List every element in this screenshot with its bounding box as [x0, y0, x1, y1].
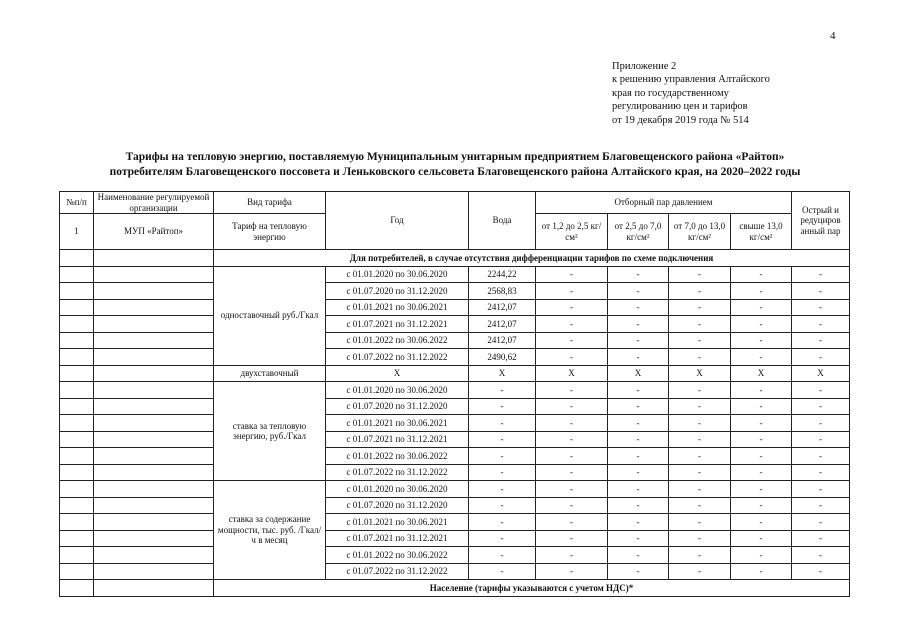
dash-cell: -: [792, 530, 850, 547]
row1-num: 1: [60, 214, 94, 250]
dash-cell: -: [608, 530, 669, 547]
empty-cell: [94, 514, 214, 531]
dash-cell: -: [536, 316, 608, 333]
dash-cell: -: [669, 332, 731, 349]
dash-cell: -: [731, 299, 792, 316]
dash-cell: -: [731, 316, 792, 333]
dash-cell: -: [669, 563, 731, 580]
empty-cell: [94, 563, 214, 580]
dash-cell: -: [792, 299, 850, 316]
dash-cell: -: [469, 398, 536, 415]
dash-cell: -: [608, 431, 669, 448]
header-voda: Вода: [469, 192, 536, 250]
empty-cell: [94, 448, 214, 465]
title-line: потребителям Благовещенского поссовета и Леньковского сельсовета Благовещенского района Алтайского края, на 2020–2022 годы: [109, 166, 801, 178]
dash-cell: -: [669, 547, 731, 564]
header-god: Год: [326, 192, 469, 250]
section-heading: Для потребителей, в случае отсутствия дифференциации тарифов по схеме подключения: [214, 250, 850, 267]
empty-cell: [94, 464, 214, 481]
period-cell: с 01.07.2020 по 31.12.2020: [326, 497, 469, 514]
period-cell: с 01.01.2021 по 30.06.2021: [326, 299, 469, 316]
dash-cell: -: [469, 563, 536, 580]
x-cell: X: [731, 365, 792, 382]
period-cell: с 01.01.2020 по 30.06.2020: [326, 481, 469, 498]
dash-cell: -: [792, 266, 850, 283]
period-cell: с 01.01.2020 по 30.06.2020: [326, 382, 469, 399]
dash-cell: -: [792, 332, 850, 349]
dash-cell: -: [792, 431, 850, 448]
dash-cell: -: [731, 431, 792, 448]
dash-cell: -: [792, 398, 850, 415]
dash-cell: -: [608, 415, 669, 432]
dash-cell: -: [731, 464, 792, 481]
empty-cell: [60, 448, 94, 465]
period-cell: с 01.07.2021 по 31.12.2021: [326, 530, 469, 547]
dash-cell: -: [792, 481, 850, 498]
dash-cell: -: [731, 266, 792, 283]
dash-cell: -: [608, 563, 669, 580]
empty-cell: [94, 283, 214, 300]
empty-cell: [94, 382, 214, 399]
water-value: 2490,62: [469, 349, 536, 366]
dash-cell: -: [731, 530, 792, 547]
dash-cell: -: [608, 299, 669, 316]
empty-cell: [60, 580, 94, 597]
dash-cell: -: [536, 332, 608, 349]
dash-cell: -: [669, 448, 731, 465]
appendix-line: края по государственному: [612, 87, 729, 99]
dash-cell: -: [469, 448, 536, 465]
empty-cell: [94, 415, 214, 432]
dash-cell: -: [536, 481, 608, 498]
group-label-stavka_te: ставка за тепловую энергию, руб./Гкал: [214, 382, 326, 481]
dash-cell: -: [536, 283, 608, 300]
dash-cell: -: [536, 563, 608, 580]
dash-cell: -: [536, 349, 608, 366]
dash-cell: -: [792, 415, 850, 432]
empty-cell: [60, 349, 94, 366]
dash-cell: -: [608, 398, 669, 415]
period-cell: с 01.01.2022 по 30.06.2022: [326, 547, 469, 564]
dash-cell: -: [669, 283, 731, 300]
empty-cell: [60, 283, 94, 300]
x-cell: X: [608, 365, 669, 382]
empty-cell: [60, 299, 94, 316]
empty-cell: [94, 398, 214, 415]
dash-cell: -: [731, 497, 792, 514]
dash-cell: -: [669, 316, 731, 333]
water-value: 2412,07: [469, 299, 536, 316]
dash-cell: -: [608, 332, 669, 349]
dash-cell: -: [536, 415, 608, 432]
dash-cell: -: [731, 514, 792, 531]
empty-cell: [94, 349, 214, 366]
empty-cell: [60, 431, 94, 448]
period-cell: с 01.01.2022 по 30.06.2022: [326, 332, 469, 349]
empty-cell: [60, 563, 94, 580]
dash-cell: -: [536, 398, 608, 415]
appendix-line: к решению управления Алтайского: [612, 74, 770, 86]
dash-cell: -: [536, 464, 608, 481]
empty-cell: [60, 316, 94, 333]
empty-cell: [60, 497, 94, 514]
dash-cell: -: [731, 382, 792, 399]
dash-cell: -: [608, 382, 669, 399]
x-cell: X: [792, 365, 850, 382]
dash-cell: -: [792, 497, 850, 514]
empty-cell: [60, 464, 94, 481]
empty-cell: [94, 299, 214, 316]
empty-cell: [94, 530, 214, 547]
empty-cell: [60, 514, 94, 531]
dash-cell: -: [731, 415, 792, 432]
period-cell: с 01.07.2022 по 31.12.2022: [326, 563, 469, 580]
dash-cell: -: [792, 547, 850, 564]
dash-cell: -: [669, 481, 731, 498]
empty-cell: [60, 365, 94, 382]
header-vid: Вид тарифа: [214, 192, 326, 214]
dash-cell: -: [536, 514, 608, 531]
empty-cell: [94, 332, 214, 349]
dash-cell: -: [608, 547, 669, 564]
dash-cell: -: [669, 349, 731, 366]
dash-cell: -: [792, 349, 850, 366]
empty-cell: [94, 316, 214, 333]
water-value: 2244,22: [469, 266, 536, 283]
period-cell: с 01.01.2022 по 30.06.2022: [326, 448, 469, 465]
empty-cell: [60, 398, 94, 415]
dash-cell: -: [792, 514, 850, 531]
dash-cell: -: [536, 431, 608, 448]
dash-cell: -: [792, 283, 850, 300]
empty-cell: [60, 530, 94, 547]
empty-cell: [94, 481, 214, 498]
dash-cell: -: [669, 464, 731, 481]
group-label-stavka_mosh: ставка за содержание мощности, тыс. руб. /Гкал/ч в месяц: [214, 481, 326, 580]
period-cell: с 01.01.2021 по 30.06.2021: [326, 415, 469, 432]
water-value: 2412,07: [469, 332, 536, 349]
dash-cell: -: [669, 382, 731, 399]
steam-sub-2: от 2,5 до 7,0 кг/см²: [608, 214, 669, 250]
dash-cell: -: [608, 481, 669, 498]
empty-cell: [60, 250, 94, 267]
dash-cell: -: [669, 398, 731, 415]
period-cell: с 01.07.2022 по 31.12.2022: [326, 464, 469, 481]
empty-cell: [94, 266, 214, 283]
period-cell: с 01.07.2020 по 31.12.2020: [326, 283, 469, 300]
x-cell: X: [536, 365, 608, 382]
dash-cell: -: [469, 481, 536, 498]
dash-cell: -: [669, 415, 731, 432]
empty-cell: [94, 497, 214, 514]
empty-cell: [60, 266, 94, 283]
empty-cell: [94, 365, 214, 382]
dash-cell: -: [669, 431, 731, 448]
empty-cell: [60, 481, 94, 498]
header-steam: Отборный пар давлением: [536, 192, 792, 214]
dash-cell: -: [469, 514, 536, 531]
dash-cell: -: [731, 563, 792, 580]
appendix-line: регулированию цен и тарифов: [612, 101, 748, 113]
dash-cell: -: [731, 448, 792, 465]
title-line: Тарифы на тепловую энергию, поставляемую Муниципальным унитарным предприятием Благовещенского района «Райтоп»: [125, 151, 785, 163]
dash-cell: -: [469, 464, 536, 481]
section-heading: Население (тарифы указываются с учетом НДС)*: [214, 580, 850, 597]
dash-cell: -: [669, 266, 731, 283]
empty-cell: [94, 431, 214, 448]
group-label-dvuh: двухставочный: [214, 365, 326, 382]
dash-cell: -: [792, 563, 850, 580]
period-cell: с 01.07.2021 по 31.12.2021: [326, 316, 469, 333]
appendix-line: от 19 декабря 2019 года № 514: [612, 114, 749, 126]
header-org: Наименование регулируемой организации: [94, 192, 214, 214]
empty-cell: [60, 547, 94, 564]
period-cell: с 01.01.2020 по 30.06.2020: [326, 266, 469, 283]
dash-cell: -: [469, 530, 536, 547]
dash-cell: -: [608, 283, 669, 300]
appendix-block: [612, 60, 770, 127]
dash-cell: -: [731, 547, 792, 564]
period-cell: с 01.01.2021 по 30.06.2021: [326, 514, 469, 531]
water-value: 2568,83: [469, 283, 536, 300]
dash-cell: -: [792, 448, 850, 465]
document-title: [40, 150, 870, 180]
dash-cell: -: [669, 530, 731, 547]
steam-sub-4: свыше 13,0 кг/см²: [731, 214, 792, 250]
water-value: 2412,07: [469, 316, 536, 333]
empty-cell: [94, 547, 214, 564]
header-ostry: Острый и редуциров анный пар: [792, 192, 850, 250]
period-cell: с 01.07.2020 по 31.12.2020: [326, 398, 469, 415]
dash-cell: -: [731, 332, 792, 349]
dash-cell: -: [608, 316, 669, 333]
header-num: №п/п: [60, 192, 94, 214]
dash-cell: -: [469, 497, 536, 514]
empty-cell: [60, 382, 94, 399]
dash-cell: -: [792, 382, 850, 399]
dash-cell: -: [669, 299, 731, 316]
x-cell: X: [326, 365, 469, 382]
dash-cell: -: [469, 382, 536, 399]
row1-org: МУП «Райтоп»: [94, 214, 214, 250]
dash-cell: -: [536, 448, 608, 465]
dash-cell: -: [608, 497, 669, 514]
dash-cell: -: [536, 547, 608, 564]
x-cell: X: [669, 365, 731, 382]
period-cell: с 01.07.2022 по 31.12.2022: [326, 349, 469, 366]
page-number: 4: [830, 30, 836, 42]
dash-cell: -: [608, 464, 669, 481]
tariff-table: [59, 191, 850, 597]
dash-cell: -: [469, 431, 536, 448]
empty-cell: [60, 415, 94, 432]
dash-cell: -: [536, 382, 608, 399]
dash-cell: -: [669, 514, 731, 531]
appendix-line: Приложение 2: [612, 61, 677, 72]
dash-cell: -: [469, 415, 536, 432]
dash-cell: -: [608, 266, 669, 283]
dash-cell: -: [536, 497, 608, 514]
dash-cell: -: [608, 448, 669, 465]
empty-cell: [94, 580, 214, 597]
dash-cell: -: [536, 266, 608, 283]
dash-cell: -: [731, 481, 792, 498]
dash-cell: -: [792, 464, 850, 481]
dash-cell: -: [669, 497, 731, 514]
group-label-odno: одноставочный руб./Гкал: [214, 266, 326, 365]
dash-cell: -: [731, 398, 792, 415]
period-cell: с 01.07.2021 по 31.12.2021: [326, 431, 469, 448]
dash-cell: -: [792, 316, 850, 333]
dash-cell: -: [469, 547, 536, 564]
dash-cell: -: [536, 530, 608, 547]
empty-cell: [94, 250, 214, 267]
row1-vid: Тариф на тепловую энергию: [214, 214, 326, 250]
steam-sub-1: от 1,2 до 2,5 кг/см²: [536, 214, 608, 250]
dash-cell: -: [731, 349, 792, 366]
x-cell: X: [469, 365, 536, 382]
dash-cell: -: [608, 514, 669, 531]
empty-cell: [60, 332, 94, 349]
dash-cell: -: [731, 283, 792, 300]
steam-sub-3: от 7,0 до 13,0 кг/см²: [669, 214, 731, 250]
dash-cell: -: [536, 299, 608, 316]
dash-cell: -: [608, 349, 669, 366]
